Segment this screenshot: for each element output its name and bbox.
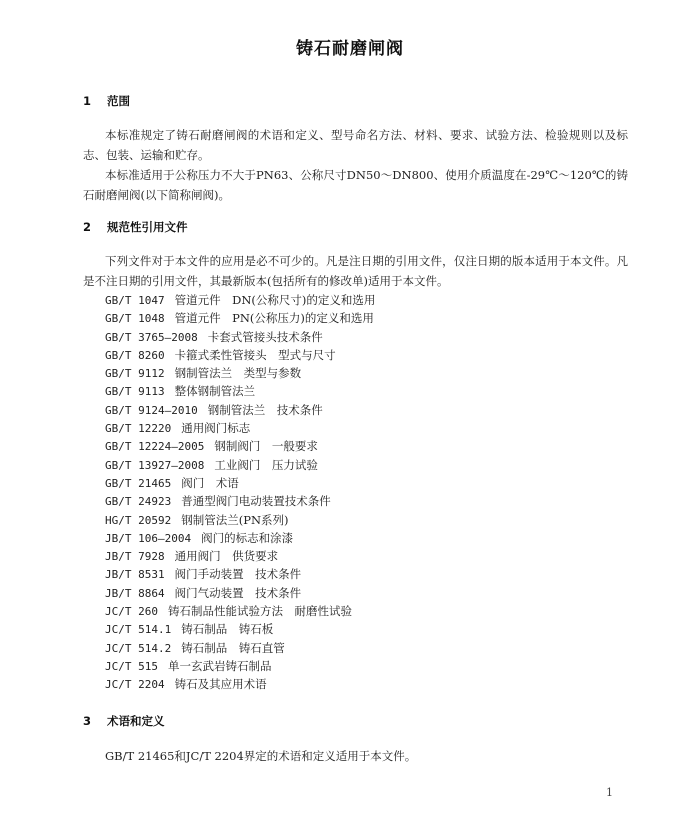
reference-code: GB/T 9113 — [105, 385, 165, 399]
reference-item — [105, 565, 375, 583]
reference-title: 钢制管法兰 技术条件 — [207, 402, 323, 417]
reference-title: 工业阀门 压力试验 — [214, 457, 318, 472]
reference-item — [105, 291, 375, 309]
reference-code: GB/T 8260 — [105, 348, 165, 362]
reference-item — [105, 547, 375, 565]
section-3-title: 术语和定义 — [107, 714, 165, 728]
section-3-heading — [83, 713, 165, 729]
scope-paragraph-1: 本标准规定了铸石耐磨闸阀的术语和定义、型号命名方法、材料、要求、试验方法、检验规则以及标志、包装、运输和贮存。 — [83, 128, 628, 162]
reference-title: 铸石制品 铸石直管 — [181, 640, 285, 655]
reference-code: GB/T 3765—2008 — [105, 330, 198, 344]
reference-item — [105, 620, 375, 638]
reference-item — [105, 419, 375, 437]
reference-code: GB/T 12220 — [105, 422, 172, 436]
reference-item — [105, 511, 375, 529]
reference-item — [105, 364, 375, 382]
reference-code: JB/T 106—2004 — [105, 531, 192, 545]
reference-code: GB/T 12224—2005 — [105, 440, 205, 454]
page-number: 1 — [606, 786, 613, 799]
reference-item — [105, 382, 375, 400]
reference-code: JC/T 514.1 — [105, 623, 172, 637]
reference-title: 铸石制品性能试验方法 耐磨性试验 — [167, 604, 352, 619]
reference-item — [105, 401, 375, 419]
reference-title: 阀门 术语 — [181, 475, 239, 490]
scope-paragraph-2: 本标准适用于公称压力不大于PN63、公称尺寸DN50～DN800、使用介质温度在-29℃～120℃的铸石耐磨闸阀(以下简称闸阀)。 — [83, 168, 628, 202]
reference-code: JB/T 7928 — [105, 550, 165, 564]
reference-item — [105, 456, 375, 474]
reference-item — [105, 584, 375, 602]
reference-code: JB/T 8864 — [105, 586, 165, 600]
reference-item — [105, 328, 375, 346]
reference-title: 铸石制品 铸石板 — [181, 622, 274, 637]
reference-code: JC/T 514.2 — [105, 641, 172, 655]
reference-item — [105, 639, 375, 657]
reference-title: 阀门手动装置 技术条件 — [174, 567, 302, 582]
reference-title: 铸石及其应用术语 — [174, 677, 267, 692]
reference-title: 普通型阀门电动装置技术条件 — [181, 494, 331, 509]
reference-title: 单一玄武岩铸石制品 — [167, 658, 272, 673]
reference-title: 卡套式管接头技术条件 — [207, 329, 323, 344]
reference-item — [105, 529, 375, 547]
reference-title: 钢制阀门 一般要求 — [214, 439, 318, 454]
reference-code: JC/T 515 — [105, 659, 158, 673]
section-2-heading — [83, 219, 188, 235]
reference-title: 阀门的标志和涂漆 — [201, 530, 294, 545]
reference-list — [105, 291, 375, 694]
section-1-heading — [83, 93, 130, 109]
reference-title: 阀门气动装置 技术条件 — [174, 585, 302, 600]
reference-item — [105, 437, 375, 455]
reference-item — [105, 602, 375, 620]
reference-code: HG/T 20592 — [105, 513, 172, 527]
reference-code: JC/T 260 — [105, 605, 158, 619]
reference-code: JC/T 2204 — [105, 678, 165, 692]
reference-title: 钢制管法兰 类型与参数 — [174, 366, 302, 381]
reference-code: GB/T 24923 — [105, 495, 172, 509]
reference-title: 管道元件 PN(公称压力)的定义和选用 — [174, 311, 374, 326]
section-3-number: 3 — [83, 714, 92, 728]
reference-code: GB/T 9112 — [105, 367, 165, 381]
section-2-number: 2 — [83, 220, 92, 234]
reference-title: 管道元件 DN(公称尺寸)的定义和选用 — [174, 293, 376, 307]
references-intro: 下列文件对于本文件的应用是必不可少的。凡是注日期的引用文件，仅注日期的版本适用于本文件。凡是不注日期的引用文件，其最新版本(包括所有的修改单)适用于本文件。 — [83, 254, 628, 288]
reference-item — [105, 675, 375, 693]
reference-code: JB/T 8531 — [105, 568, 165, 582]
reference-item — [105, 474, 375, 492]
reference-item — [105, 309, 375, 327]
reference-code: GB/T 21465 — [105, 476, 172, 490]
reference-title: 钢制管法兰(PN系列) — [181, 512, 289, 527]
section-1-title: 范围 — [107, 94, 131, 108]
reference-code: GB/T 1048 — [105, 312, 165, 326]
reference-item — [105, 657, 375, 675]
section-2-title: 规范性引用文件 — [107, 220, 188, 234]
document-title: 铸石耐磨闸阀 — [296, 39, 404, 59]
section-1-number: 1 — [83, 94, 92, 108]
reference-title: 整体钢制管法兰 — [174, 384, 256, 399]
reference-item — [105, 346, 375, 364]
reference-code: GB/T 13927—2008 — [105, 458, 205, 472]
reference-item — [105, 492, 375, 510]
reference-code: GB/T 9124—2010 — [105, 403, 198, 417]
terms-paragraph: GB/T 21465和JC/T 2204界定的术语和定义适用于本文件。 — [105, 749, 417, 763]
reference-title: 通用阀门 供货要求 — [174, 549, 279, 564]
reference-code: GB/T 1047 — [105, 294, 165, 307]
reference-title: 卡箍式柔性管接头 型式与尺寸 — [174, 347, 336, 362]
reference-title: 通用阀门标志 — [181, 421, 251, 436]
